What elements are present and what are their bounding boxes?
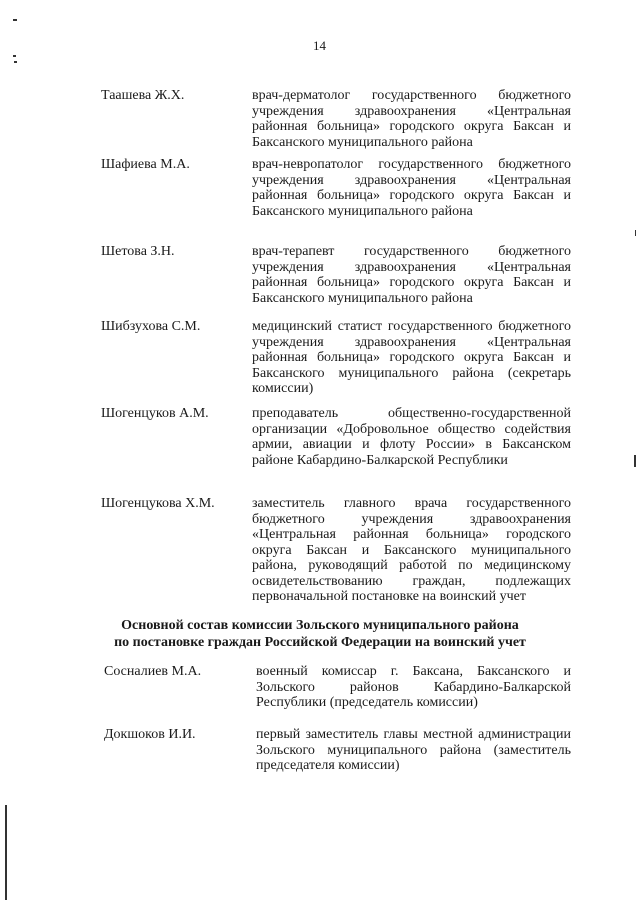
section-heading-line: по постановке граждан Российской Федерации на воинский учет — [114, 635, 526, 650]
scan-mark — [634, 455, 636, 467]
page-number: 14 — [313, 38, 326, 53]
member-name: Шогенцукова Х.М. — [101, 496, 215, 511]
member-description: военный комиссар г. Баксана, Баксанского и Зольского районов Кабардино-Балкарской Республики (председатель комиссии) — [256, 664, 571, 710]
member-description: врач-терапевт государственного бюджетного учреждения здравоохранения «Центральная районная больница» городского округа Баксан и Баксанского муниципального района — [252, 244, 571, 306]
member-name: Шетова З.Н. — [101, 244, 175, 259]
member-name: Шогенцуков А.М. — [101, 406, 209, 421]
scan-mark — [635, 230, 636, 236]
member-description: врач-невропатолог государственного бюджетного учреждения здравоохранения «Центральная районная больница» городского округа Баксан и Баксанского муниципального района — [252, 157, 571, 219]
member-name: Шафиева М.А. — [101, 157, 190, 172]
member-description: врач-дерматолог государственного бюджетного учреждения здравоохранения «Центральная районная больница» городского округа Баксан и Баксанского муниципального района — [252, 88, 571, 150]
section-heading — [80, 617, 560, 651]
scan-mark — [13, 19, 17, 21]
member-description: преподаватель общественно-государственной организации «Добровольное общество содействия армии, авиации и флоту России» в Баксанском районе Кабардино-Балкарской Республики — [252, 406, 571, 468]
scan-mark — [13, 55, 16, 57]
scan-mark — [5, 805, 7, 900]
member-name: Шибзухова С.М. — [101, 319, 201, 334]
member-name: Сосналиев М.А. — [104, 664, 202, 679]
member-name: Докшоков И.И. — [104, 727, 196, 742]
member-description: первый заместитель главы местной администрации Зольского муниципального района (заместитель председателя комиссии) — [256, 727, 571, 773]
member-description: заместитель главного врача государственного бюджетного учреждения здравоохранения «Центральная районная больница» городского округа Баксан и Баксанского муниципального района, руководящий работой по медицинскому освидетельствованию граждан, подлежащих первоначальной постановке на воинский учет — [252, 496, 571, 604]
member-description: медицинский статист государственного бюджетного учреждения здравоохранения «Центральная районная больница» городского округа Баксан и Баксанского муниципального района (секретарь комиссии) — [252, 319, 571, 396]
member-name: Таашева Ж.Х. — [101, 88, 185, 103]
section-heading-line: Основной состав комиссии Зольского муниципального района — [121, 618, 519, 633]
scan-mark — [14, 61, 17, 63]
